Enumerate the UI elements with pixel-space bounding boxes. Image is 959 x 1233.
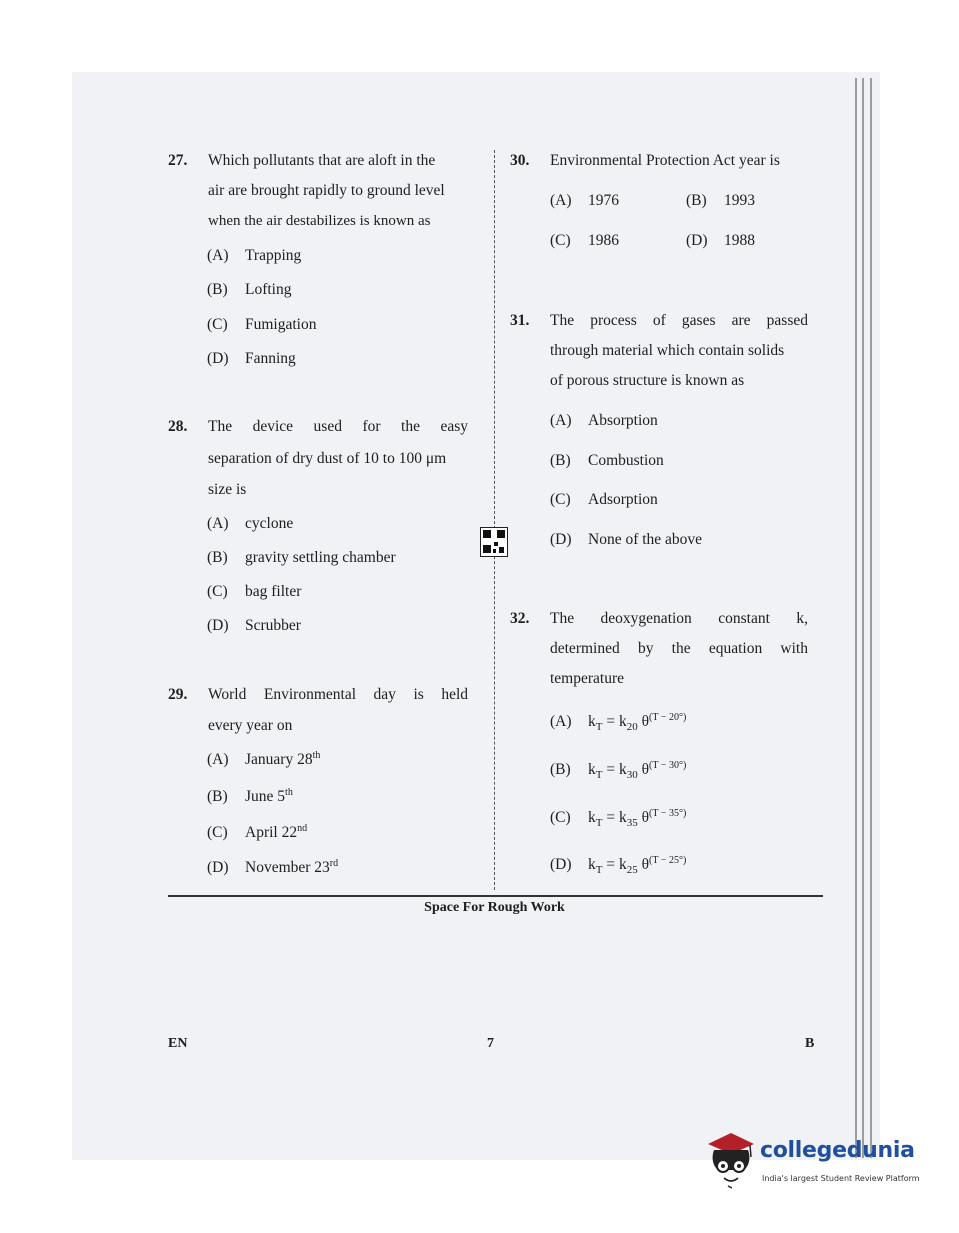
page-edge — [855, 78, 857, 1158]
option-label: (C) — [550, 232, 571, 249]
formula-sub: 25 — [626, 864, 638, 876]
formula-exponent: (T − 30°) — [649, 760, 687, 771]
option-b — [686, 192, 755, 210]
formula-k: k — [588, 761, 596, 778]
option-a — [207, 247, 301, 265]
question-number: 28. — [168, 418, 188, 435]
option-text: 1993 — [724, 192, 755, 209]
question-text: temperature — [550, 670, 625, 687]
question-number: 32. — [510, 610, 530, 627]
option-text: Lofting — [245, 281, 292, 298]
booklet-series: B — [805, 1036, 815, 1051]
question-number: 30. — [510, 152, 530, 169]
option-label: (B) — [207, 788, 228, 805]
option-label: (D) — [207, 350, 229, 367]
option-label: (B) — [207, 549, 228, 566]
formula-k: k — [588, 809, 596, 826]
question-30 — [510, 146, 810, 178]
option-text: Combustion — [588, 452, 664, 469]
ordinal-suffix: th — [312, 750, 321, 761]
collegedunia-watermark — [704, 1130, 934, 1190]
option-text: Fumigation — [245, 316, 317, 333]
formula-theta: θ — [637, 856, 650, 873]
formula-exponent: (T − 20°) — [649, 712, 687, 723]
option-label: (A) — [207, 751, 229, 768]
option-text: cyclone — [245, 515, 294, 532]
ordinal-suffix: rd — [329, 858, 339, 869]
formula-sub: 35 — [626, 817, 638, 829]
option-label: (A) — [550, 192, 572, 209]
question-text: size is — [208, 481, 247, 498]
option-b — [207, 787, 293, 806]
option-b — [207, 281, 292, 299]
option-label: (B) — [686, 192, 707, 209]
page-edge — [870, 78, 872, 1158]
option-c — [550, 232, 619, 250]
question-text: air are brought rapidly to ground level — [208, 182, 445, 199]
option-text: January 28 — [245, 751, 313, 768]
option-a — [207, 750, 320, 769]
option-label: (C) — [550, 809, 571, 826]
option-text: Trapping — [245, 247, 302, 264]
question-text: Which pollutants that are aloft in the — [208, 152, 436, 169]
option-d — [207, 858, 338, 877]
page-edge — [862, 78, 864, 1158]
option-label: (A) — [207, 247, 229, 264]
option-d — [686, 232, 755, 250]
option-d — [207, 350, 296, 368]
horizontal-rule — [168, 895, 823, 897]
formula-k: k — [588, 713, 596, 730]
option-text: Scrubber — [245, 617, 301, 634]
option-b — [550, 760, 686, 781]
qr-code — [480, 527, 508, 557]
option-b — [550, 452, 664, 470]
option-label: (D) — [550, 531, 572, 548]
question-number: 31. — [510, 312, 530, 329]
question-31 — [510, 306, 810, 401]
option-a — [550, 712, 686, 733]
option-d — [550, 855, 686, 876]
formula-k: k — [588, 856, 596, 873]
formula-eq: = k — [602, 809, 627, 826]
option-label: (D) — [550, 856, 572, 873]
formula-sub: T — [595, 769, 603, 781]
question-text: Environmental Protection Act year is — [550, 152, 780, 169]
option-b — [207, 549, 396, 567]
option-c — [550, 808, 686, 829]
column-divider — [494, 150, 495, 890]
option-text: 1986 — [588, 232, 619, 249]
formula-theta: θ — [637, 713, 650, 730]
option-label: (D) — [686, 232, 708, 249]
brand-name: collegedunia — [760, 1138, 915, 1163]
option-text: June 5 — [245, 788, 286, 805]
formula-sub: 30 — [626, 769, 638, 781]
question-text: when the air destabilizes is known as — [208, 213, 431, 229]
option-d — [550, 531, 702, 549]
option-label: (C) — [207, 316, 228, 333]
formula-sub: T — [595, 864, 603, 876]
option-label: (A) — [550, 713, 572, 730]
option-d — [207, 617, 301, 635]
option-label: (A) — [207, 515, 229, 532]
option-label: (C) — [550, 491, 571, 508]
question-text: The deoxygenation constant k, — [550, 610, 808, 627]
option-c — [207, 316, 316, 334]
brand-tagline: India's largest Student Review Platform — [762, 1174, 920, 1183]
formula-eq: = k — [602, 761, 627, 778]
option-label: (B) — [207, 281, 228, 298]
question-text: The device used for the easy — [208, 418, 468, 435]
question-29 — [168, 680, 468, 744]
option-text: April 22 — [245, 824, 298, 841]
rough-work-label: Space For Rough Work — [424, 900, 565, 915]
formula-sub: T — [595, 817, 603, 829]
formula-exponent: (T − 25°) — [649, 855, 687, 866]
question-text: through material which contain solids — [550, 342, 785, 359]
option-label: (D) — [207, 617, 229, 634]
option-label: (B) — [550, 452, 571, 469]
option-c — [550, 491, 658, 509]
ordinal-suffix: th — [285, 787, 293, 798]
question-text: every year on — [208, 717, 293, 734]
question-text: The process of gases are passed — [550, 312, 808, 329]
option-c — [207, 823, 307, 842]
option-text: gravity settling chamber — [245, 549, 396, 566]
question-text: determined by the equation with — [550, 640, 808, 657]
option-text: November 23 — [245, 859, 330, 876]
option-label: (B) — [550, 761, 571, 778]
formula-theta: θ — [637, 809, 650, 826]
formula-theta: θ — [637, 761, 650, 778]
option-c — [207, 583, 301, 601]
page-number: 7 — [487, 1036, 494, 1051]
question-number: 27. — [168, 152, 188, 169]
formula-sub: T — [595, 721, 603, 733]
option-text: 1988 — [724, 232, 755, 249]
question-number: 29. — [168, 686, 188, 703]
question-text: World Environmental day is held — [208, 686, 468, 703]
option-label: (D) — [207, 859, 229, 876]
option-label: (A) — [550, 412, 572, 429]
formula-eq: = k — [602, 856, 627, 873]
option-a — [207, 515, 293, 533]
option-label: (C) — [207, 824, 228, 841]
option-a — [550, 412, 658, 430]
option-text: bag filter — [245, 583, 302, 600]
formula-exponent: (T − 35°) — [649, 808, 687, 819]
footer-language-code: EN — [168, 1036, 188, 1051]
option-text: Fanning — [245, 350, 296, 367]
option-text: 1976 — [588, 192, 619, 209]
option-text: Adsorption — [588, 491, 658, 508]
option-a — [550, 192, 619, 210]
question-text: separation of dry dust of 10 to 100 μm — [208, 450, 447, 467]
option-label: (C) — [207, 583, 228, 600]
option-text: None of the above — [588, 531, 703, 548]
option-text: Absorption — [588, 412, 658, 429]
question-28 — [168, 412, 468, 512]
ordinal-suffix: nd — [297, 823, 308, 834]
question-text: of porous structure is known as — [550, 372, 745, 389]
formula-sub: 20 — [626, 721, 638, 733]
mascot-logo-icon — [704, 1130, 758, 1190]
question-32 — [510, 604, 810, 699]
formula-eq: = k — [602, 713, 627, 730]
